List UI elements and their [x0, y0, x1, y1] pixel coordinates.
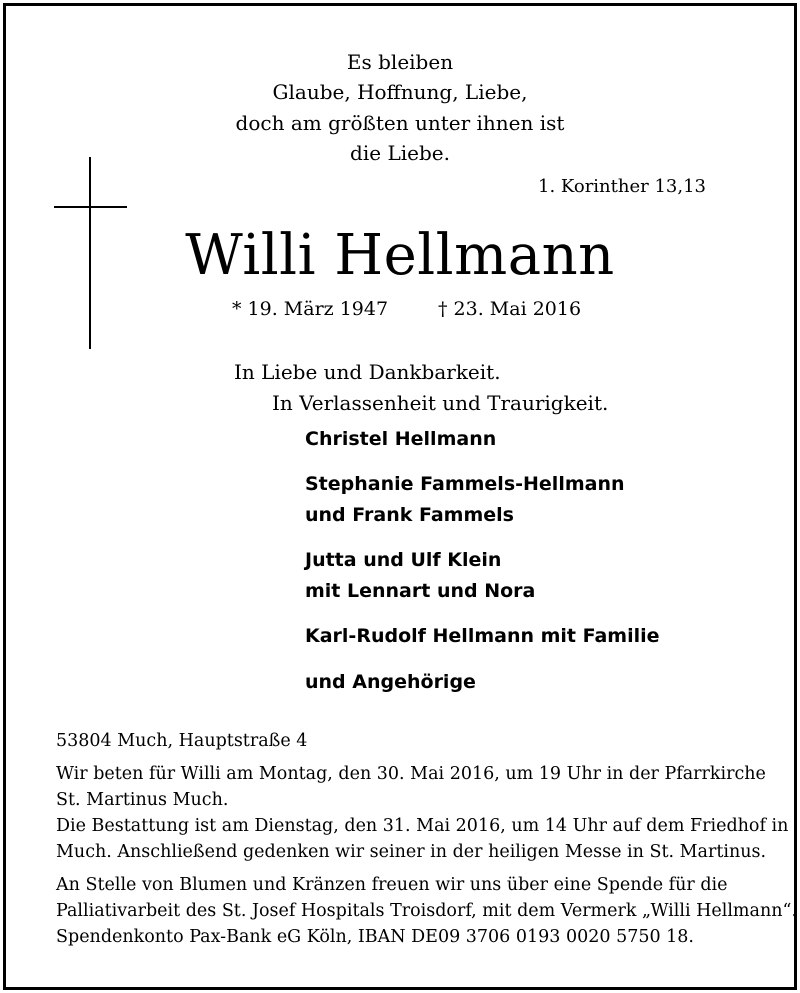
verse-line-2: Glaube, Hoffnung, Liebe, — [272, 80, 528, 104]
verse-line-4: die Liebe. — [350, 141, 450, 165]
mourner-lennart-nora: mit Lennart und Nora — [305, 580, 536, 602]
mourner-karl-rudolf: Karl-Rudolf Hellmann mit Familie — [305, 625, 660, 647]
service-line-2: St. Martinus Much. — [56, 790, 229, 810]
mourner-frank: und Frank Fammels — [305, 504, 514, 526]
mourner-relatives: und Angehörige — [305, 671, 476, 693]
mourner-jutta-ulf: Jutta und Ulf Klein — [305, 549, 502, 571]
verse-line-3: doch am größten unter ihnen ist — [235, 111, 565, 135]
deceased-name: Willi Hellmann — [185, 223, 615, 288]
dedication-line-1: In Liebe und Dankbarkeit. — [234, 360, 501, 384]
mourner-stephanie: Stephanie Fammels-Hellmann — [305, 473, 625, 495]
service-line-4: Much. Anschließend gedenken wir seiner in der heiligen Messe in St. Martinus. — [56, 842, 767, 862]
birth-date: * 19. März 1947 — [232, 298, 389, 320]
donation-line-3: Spendenkonto Pax-Bank eG Köln, IBAN DE09 3706 0193 0020 5750 18. — [56, 927, 694, 947]
verse-line-1: Es bleiben — [346, 50, 454, 74]
death-date: † 23. Mai 2016 — [438, 298, 582, 320]
address: 53804 Much, Hauptstraße 4 — [56, 731, 308, 751]
donation-line-2: Palliativarbeit des St. Josef Hospitals Troisdorf, mit dem Vermerk „Willi Hellmann“. — [56, 901, 798, 921]
cross-icon-bar — [54, 206, 127, 208]
donation-line-1: An Stelle von Blumen und Kränzen freuen wir uns über eine Spende für die — [56, 875, 728, 895]
service-line-3: Die Bestattung ist am Dienstag, den 31. Mai 2016, um 14 Uhr auf dem Friedhof in — [56, 816, 789, 836]
verse-reference: 1. Korinther 13,13 — [538, 176, 706, 197]
dedication-line-2: In Verlassenheit und Traurigkeit. — [272, 391, 609, 415]
mourner-christel: Christel Hellmann — [305, 428, 497, 450]
service-line-1: Wir beten für Willi am Montag, den 30. Mai 2016, um 19 Uhr in der Pfarrkirche — [56, 764, 766, 784]
